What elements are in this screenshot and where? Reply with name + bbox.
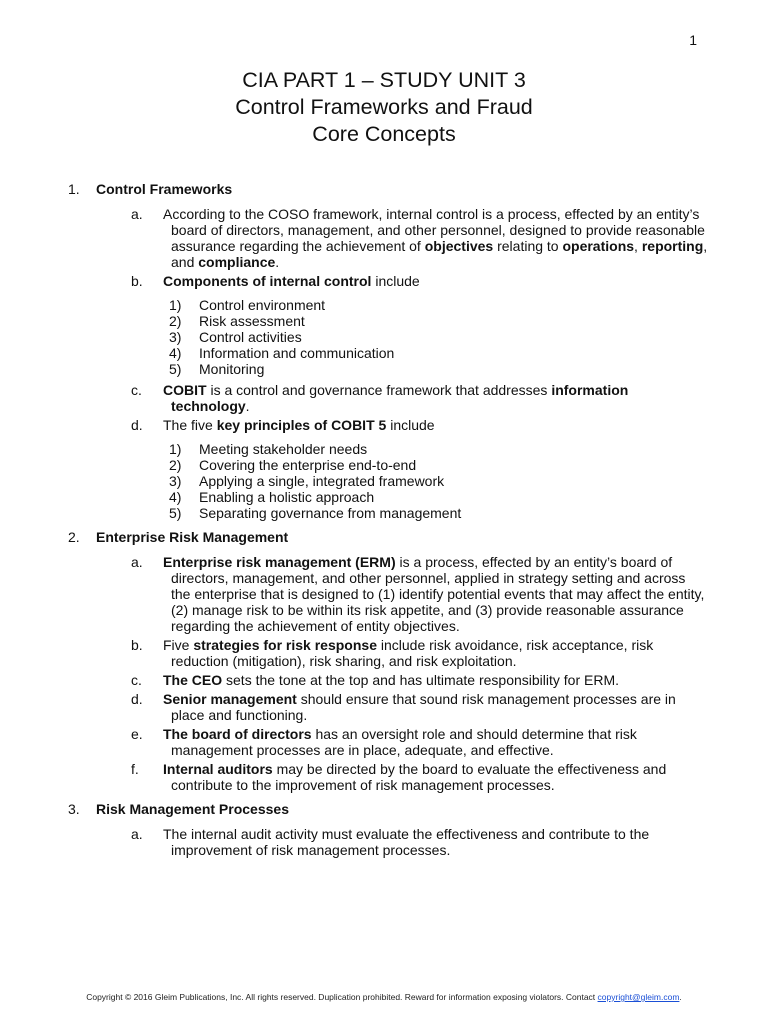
item-text [163,691,708,723]
item-letter: a. [131,826,143,842]
item-text [163,761,708,793]
text-run: sets the tone at the top and has ultimate responsibility for ERM. [222,672,619,688]
section-items [96,826,708,858]
section-title: Control Frameworks [96,181,233,197]
text-run: include [386,417,435,433]
list-item [96,726,708,758]
section-items [96,554,708,793]
item-letter: a. [131,554,143,570]
item-text [163,672,708,688]
text-run: has an oversight role and should determine that risk management processes are in place, adequate, and effective. [171,726,637,758]
sub-item-number: 2) [169,457,182,473]
item-text [163,382,708,414]
text-run: may be directed by the board to evaluate the effectiveness and contribute to the improvement of risk management processes. [171,761,667,793]
bold-term: Internal auditors [163,761,273,777]
section [68,529,708,793]
bold-term: reporting [641,238,704,254]
list-item [96,206,708,270]
footer-email-link[interactable]: copyright@gleim.com [597,992,680,1002]
sub-item-text: Risk assessment [199,313,305,329]
sub-item-number: 4) [169,345,182,361]
text-run: is a process, effected by an entity’s board of directors, management, and other personnel, applied in strategy setting and across the enterprise that is designed to (1) identify potential events that may affect the entity, (2) manage risk to be within its risk appetite, and (3) provide reasonable assurance regarding the achievement of entity objectives. [171,554,705,634]
section-title: Enterprise Risk Management [96,529,289,545]
footer-text: Copyright © 2016 Gleim Publications, Inc. All rights reserved. Duplication prohibited. Reward for information exposing violators. Contact [86,992,598,1002]
footer [0,992,768,1003]
item-text [163,726,708,758]
sub-item-number: 1) [169,441,182,457]
item-text [163,826,708,858]
title-line-1: CIA PART 1 – STUDY UNIT 3 [242,68,526,92]
sub-item-text: Separating governance from management [199,505,462,521]
sub-item-text: Covering the enterprise end-to-end [199,457,417,473]
item-letter: c. [131,672,142,688]
list-item [96,637,708,669]
sub-list [163,297,708,377]
text-run: . [275,254,280,270]
item-text [163,554,708,634]
item-letter: f. [131,761,139,777]
sub-item-number: 4) [169,489,182,505]
sub-item-number: 2) [169,313,182,329]
sub-item-number: 1) [169,297,182,313]
sub-item-text: Control activities [199,329,302,345]
footer-end: . [679,992,682,1002]
list-item [96,826,708,858]
item-text [163,637,708,669]
text-run: should ensure that sound risk management processes are in place and functioning. [171,691,676,723]
list-item [96,273,708,377]
bold-term: Components of internal control [163,273,372,289]
bold-term: COBIT [163,382,207,398]
section-items [96,206,708,521]
sub-item-number: 3) [169,329,182,345]
sub-list-item [163,457,708,473]
text-run: include [371,273,420,289]
sub-list-item [163,329,708,345]
sub-list-item [163,473,708,489]
item-text [163,417,708,433]
page-number: 1 [689,32,697,48]
bold-term: information technology [171,382,629,414]
text-run: is a control and governance framework that addresses [206,382,552,398]
item-text [163,273,708,289]
sub-list-item [163,441,708,457]
text-run: include risk avoidance, risk acceptance, risk reduction (mitigation), risk sharing, and risk exploitation. [171,637,654,669]
text-run: The five [163,417,217,433]
document-content [68,181,708,866]
sub-item-text: Enabling a holistic approach [199,489,375,505]
bold-term: objectives [424,238,494,254]
item-letter: d. [131,691,143,707]
bold-term: Senior management [163,691,297,707]
text-run: relating to [493,238,563,254]
sub-list-item [163,345,708,361]
sub-list-item [163,489,708,505]
text-run: , and [171,238,708,270]
bold-term: operations [562,238,635,254]
section [68,181,708,521]
bold-term: strategies for risk response [193,637,377,653]
sub-item-text: Meeting stakeholder needs [199,441,368,457]
item-letter: a. [131,206,143,222]
sub-list-item [163,361,708,377]
text-run: Five [163,637,194,653]
title-line-3: Core Concepts [312,122,456,146]
item-letter: b. [131,273,143,289]
sub-item-text: Applying a single, integrated framework [199,473,445,489]
sub-list-item [163,505,708,521]
text-run: . [245,398,250,414]
sub-item-number: 5) [169,361,182,377]
text-run: According to the COSO framework, internal control is a process, effected by an entity’s board of directors, management, and other personnel, designed to provide reasonable assurance regarding the achievement of [163,206,705,254]
sub-item-text: Information and communication [199,345,395,361]
bold-term: compliance [198,254,276,270]
sub-list-item [163,297,708,313]
text-run: The internal audit activity must evaluate the effectiveness and contribute to the improvement of risk management processes. [163,826,650,858]
list-item [96,691,708,723]
bold-term: key principles of COBIT 5 [216,417,387,433]
sub-item-text: Monitoring [199,361,265,377]
sub-item-number: 5) [169,505,182,521]
section-number: 1. [68,181,80,197]
item-letter: c. [131,382,142,398]
list-item [96,554,708,634]
title-line-2: Control Frameworks and Fraud [235,95,533,119]
item-letter: b. [131,637,143,653]
sub-item-text: Control environment [199,297,326,313]
list-item [96,761,708,793]
list-item [96,672,708,688]
section [68,801,708,858]
text-run: , [634,238,642,254]
sub-list [163,441,708,521]
sub-item-number: 3) [169,473,182,489]
bold-term: The CEO [163,672,223,688]
item-letter: d. [131,417,143,433]
bold-term: The board of directors [163,726,312,742]
section-title: Risk Management Processes [96,801,289,817]
sub-list-item [163,313,708,329]
item-text [163,206,708,270]
section-number: 2. [68,529,80,545]
list-item [96,382,708,414]
list-item [96,417,708,521]
item-letter: e. [131,726,143,742]
bold-term: Enterprise risk management (ERM) [163,554,396,570]
title-block [0,67,768,148]
section-number: 3. [68,801,80,817]
